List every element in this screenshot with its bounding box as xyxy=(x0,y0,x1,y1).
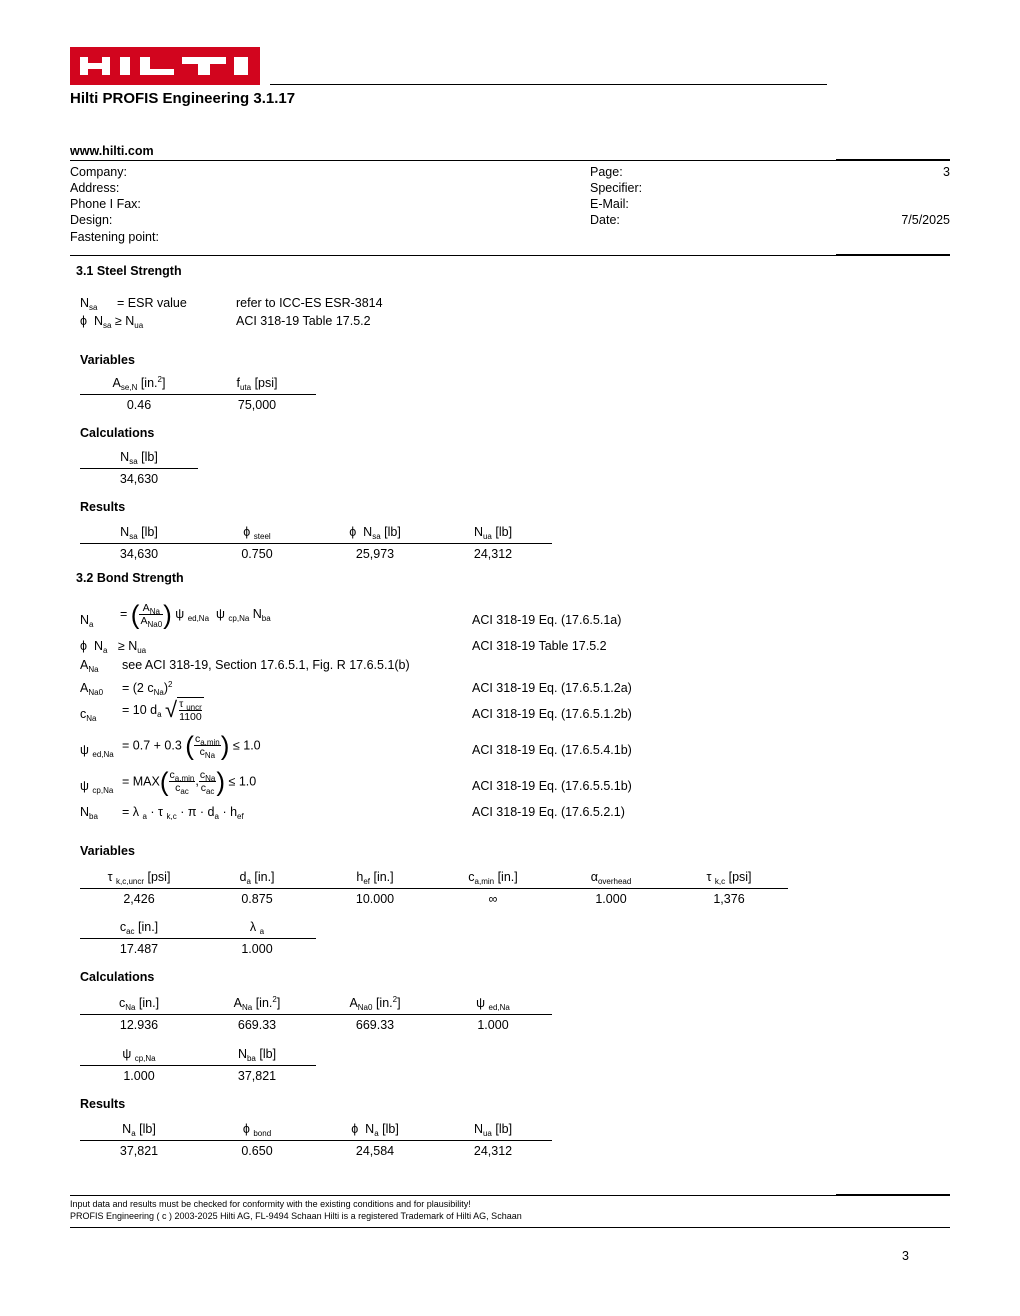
table-cell: 37,821 xyxy=(237,1069,277,1083)
bond-ref6: ACI 318-19 Eq. (17.6.5.5.1b) xyxy=(472,779,632,793)
table-cell: 669.33 xyxy=(355,1018,395,1032)
col-header-nua: $N_{ua}$ [lb] xyxy=(473,525,513,541)
steel-eq1-rhs: = ESR value xyxy=(117,296,187,310)
steel-eq2-ref: ACI 318-19 Table 17.5.2 xyxy=(236,314,371,328)
table-cell: 1.000 xyxy=(477,1018,509,1032)
table-cell: 669.33 xyxy=(237,1018,277,1032)
table-cell: 0.875 xyxy=(241,892,273,906)
table-cell: 2,426 xyxy=(123,892,155,906)
footer-copyright: PROFIS Engineering ( c ) 2003-2025 Hilti AG, FL-9494 Schaan Hilti is a registered Trademark of Hilti AG, Schaan xyxy=(70,1211,522,1221)
col-header-tau-kc: τ $_{k,c}$ [psi] xyxy=(706,870,752,886)
bond-nba-lhs: $N_{ba}$ xyxy=(80,805,98,821)
col-header-da: $d_a$ [in.] xyxy=(239,870,275,886)
bond-cna-rhs: = 10 $d_a$ √ τ $_{uncr}$ 1100 xyxy=(122,697,202,723)
design-label: Design: xyxy=(70,213,113,227)
date-label: Date: xyxy=(590,213,620,227)
col-header-nsa: $N_{sa}$ [lb] xyxy=(120,525,158,541)
col-header-phi-bond: ϕ $_{bond}$ xyxy=(242,1122,272,1138)
bond-nba-rhs: = λ $_a$ · τ $_{k,c} \cdot \pi \cdot d_a \cdot h_{ef}$ xyxy=(122,805,244,821)
table-cell: 1.000 xyxy=(241,942,273,956)
table-cell: 37,821 xyxy=(119,1144,159,1158)
website-link[interactable]: www.hilti.com xyxy=(70,144,154,158)
bond-psi-ed-lhs: ψ $_{ed,Na}$ xyxy=(80,743,114,759)
bond-eq-na-lhs: $N_a$ xyxy=(80,613,94,629)
col-header-psi-ed: ψ $_{ed,Na}$ xyxy=(476,996,510,1012)
address-label: Address: xyxy=(70,181,120,195)
table-cell: 75,000 xyxy=(237,398,277,412)
info-top-rule xyxy=(70,160,950,161)
footer-bottom-rule xyxy=(70,1227,950,1228)
table-cell: 24,312 xyxy=(473,547,513,561)
bond-ref1: ACI 318-19 Eq. (17.6.5.1a) xyxy=(472,613,622,627)
steel-eq1-lhs: $N_{sa}$ xyxy=(80,296,98,312)
col-header-phi-nsa: ϕ $N_{sa}$ [lb] xyxy=(349,525,401,541)
steel-variables-title: Variables xyxy=(80,353,135,367)
hilti-logo xyxy=(70,47,260,85)
table-cell: 1.000 xyxy=(123,1069,155,1083)
bond-ref7: ACI 318-19 Eq. (17.6.5.2.1) xyxy=(472,805,625,819)
col-header-psi-cp: ψ $_{cp,Na}$ xyxy=(122,1047,156,1063)
table-cell: 1.000 xyxy=(595,892,627,906)
col-header-nsa: $N_{sa}$ [lb] xyxy=(120,450,158,466)
col-header-ana: $A_{Na}$ [in.$^2$] xyxy=(233,995,281,1012)
steel-calc-title: Calculations xyxy=(80,426,155,440)
col-header-nua: $N_{ua}$ [lb] xyxy=(473,1122,513,1138)
app-title: Hilti PROFIS Engineering 3.1.17 xyxy=(70,90,296,107)
bond-ana-text: see ACI 318-19, Section 17.6.5.1, Fig. R 17.6.5.1(b) xyxy=(122,658,410,672)
info-bottom-rule xyxy=(70,255,950,256)
table-cell: 24,584 xyxy=(355,1144,395,1158)
table-cell: 0.650 xyxy=(241,1144,273,1158)
date-value: 7/5/2025 xyxy=(901,213,950,227)
specifier-label: Specifier: xyxy=(590,181,643,195)
header-rule xyxy=(270,84,827,85)
table-cell: 34,630 xyxy=(119,547,159,561)
email-label: E-Mail: xyxy=(590,197,629,211)
bond-ana0-lhs: $A_{Na0}$ xyxy=(80,681,104,697)
col-header-hef: $h_{ef}$ [in.] xyxy=(356,870,394,886)
table-cell: 10.000 xyxy=(355,892,395,906)
company-label: Company: xyxy=(70,165,127,179)
footer-page-number: 3 xyxy=(902,1249,909,1263)
bond-eq-na-rhs: = ( $\frac{A_{Na}}{A_{Na0}}$ ) ψ $_{ed,Na}$ ψ $_{cp,Na}$ $N_{ba}$ xyxy=(120,599,271,630)
col-header-camin: $c_{a,min}$ [in.] xyxy=(468,870,518,886)
table-cell: 12.936 xyxy=(119,1018,159,1032)
bond-variables-title: Variables xyxy=(80,844,135,858)
col-header-phi-steel: ϕ $_{steel}$ xyxy=(243,525,271,541)
bond-psi-cp-lhs: ψ $_{cp,Na}$ xyxy=(80,779,114,795)
fastening-label: Fastening point: xyxy=(70,230,159,244)
col-header-nba: $N_{ba}$ [lb] xyxy=(237,1047,277,1063)
footer-disclaimer: Input data and results must be checked for conformity with the existing conditions and for plausibility! xyxy=(70,1199,471,1209)
table-cell: 24,312 xyxy=(473,1144,513,1158)
bond-ref2: ACI 318-19 Table 17.5.2 xyxy=(472,639,607,653)
table-cell: 0.46 xyxy=(126,398,152,412)
col-header-ana0: $A_{Na0}$ [in.$^2$] xyxy=(349,995,401,1012)
table-cell: 34,630 xyxy=(119,472,159,486)
page-value: 3 xyxy=(943,165,950,179)
bond-ref4: ACI 318-19 Eq. (17.6.5.1.2b) xyxy=(472,707,632,721)
bond-calc-title: Calculations xyxy=(80,970,155,984)
bond-psi-ed-rhs: = 0.7 + 0.3 ( $\frac{c_{a,min}}{c_{Na}}$ ) ≤ 1.0 xyxy=(122,730,261,761)
col-header-lambda: λ $_a$ xyxy=(249,920,265,936)
bond-ana-lhs: $A_{Na}$ xyxy=(80,658,99,674)
table-cell: ∞ xyxy=(488,892,498,906)
bond-results-title: Results xyxy=(80,1097,126,1111)
col-header-tau-kcuncr: τ $_{k,c,uncr}$ [psi] xyxy=(107,870,171,886)
table-cell: 1,376 xyxy=(713,892,745,906)
col-header-phi-na: ϕ $N_a$ [lb] xyxy=(351,1122,399,1138)
col-header-alpha: $\alpha_{overhead}$ xyxy=(590,870,632,886)
table-cell: 0.750 xyxy=(241,547,273,561)
steel-eq1-ref: refer to ICC-ES ESR-3814 xyxy=(236,296,383,310)
table-cell: 25,973 xyxy=(355,547,395,561)
col-header-ase: $A_{se,N}$ [in.$^2$] xyxy=(112,375,166,392)
bond-ana0-rhs: = (2 $c_{Na})^2$ xyxy=(122,680,173,697)
col-header-futa: $f_{uta}$ [psi] xyxy=(236,376,278,392)
steel-results-title: Results xyxy=(80,500,126,514)
footer-top-rule xyxy=(70,1195,950,1196)
col-header-cna: $c_{Na}$ [in.] xyxy=(118,996,160,1012)
table-cell: 17.487 xyxy=(119,942,159,956)
bond-psi-cp-rhs: = MAX( $\frac{c_{a,min}}{c_{ac}}$ , $\frac{c_{Na}}{c_{ac}}$ ) ≤ 1.0 xyxy=(122,766,257,797)
bond-eq-phi: ϕ $N_a \ge N_{ua}$ xyxy=(80,639,147,655)
col-header-cac: $c_{ac}$ [in.] xyxy=(119,920,159,936)
page-label: Page: xyxy=(590,165,623,179)
bond-cna-lhs: $c_{Na}$ xyxy=(80,707,97,723)
col-header-na: $N_a$ [lb] xyxy=(122,1122,156,1138)
steel-eq2: ϕ $N_{sa} \ge N_{ua}$ xyxy=(80,314,144,330)
bond-section-title: 3.2 Bond Strength xyxy=(76,571,184,585)
bond-ref3: ACI 318-19 Eq. (17.6.5.1.2a) xyxy=(472,681,632,695)
steel-section-title: 3.1 Steel Strength xyxy=(76,264,182,278)
bond-ref5: ACI 318-19 Eq. (17.6.5.4.1b) xyxy=(472,743,632,757)
phone-label: Phone I Fax: xyxy=(70,197,141,211)
